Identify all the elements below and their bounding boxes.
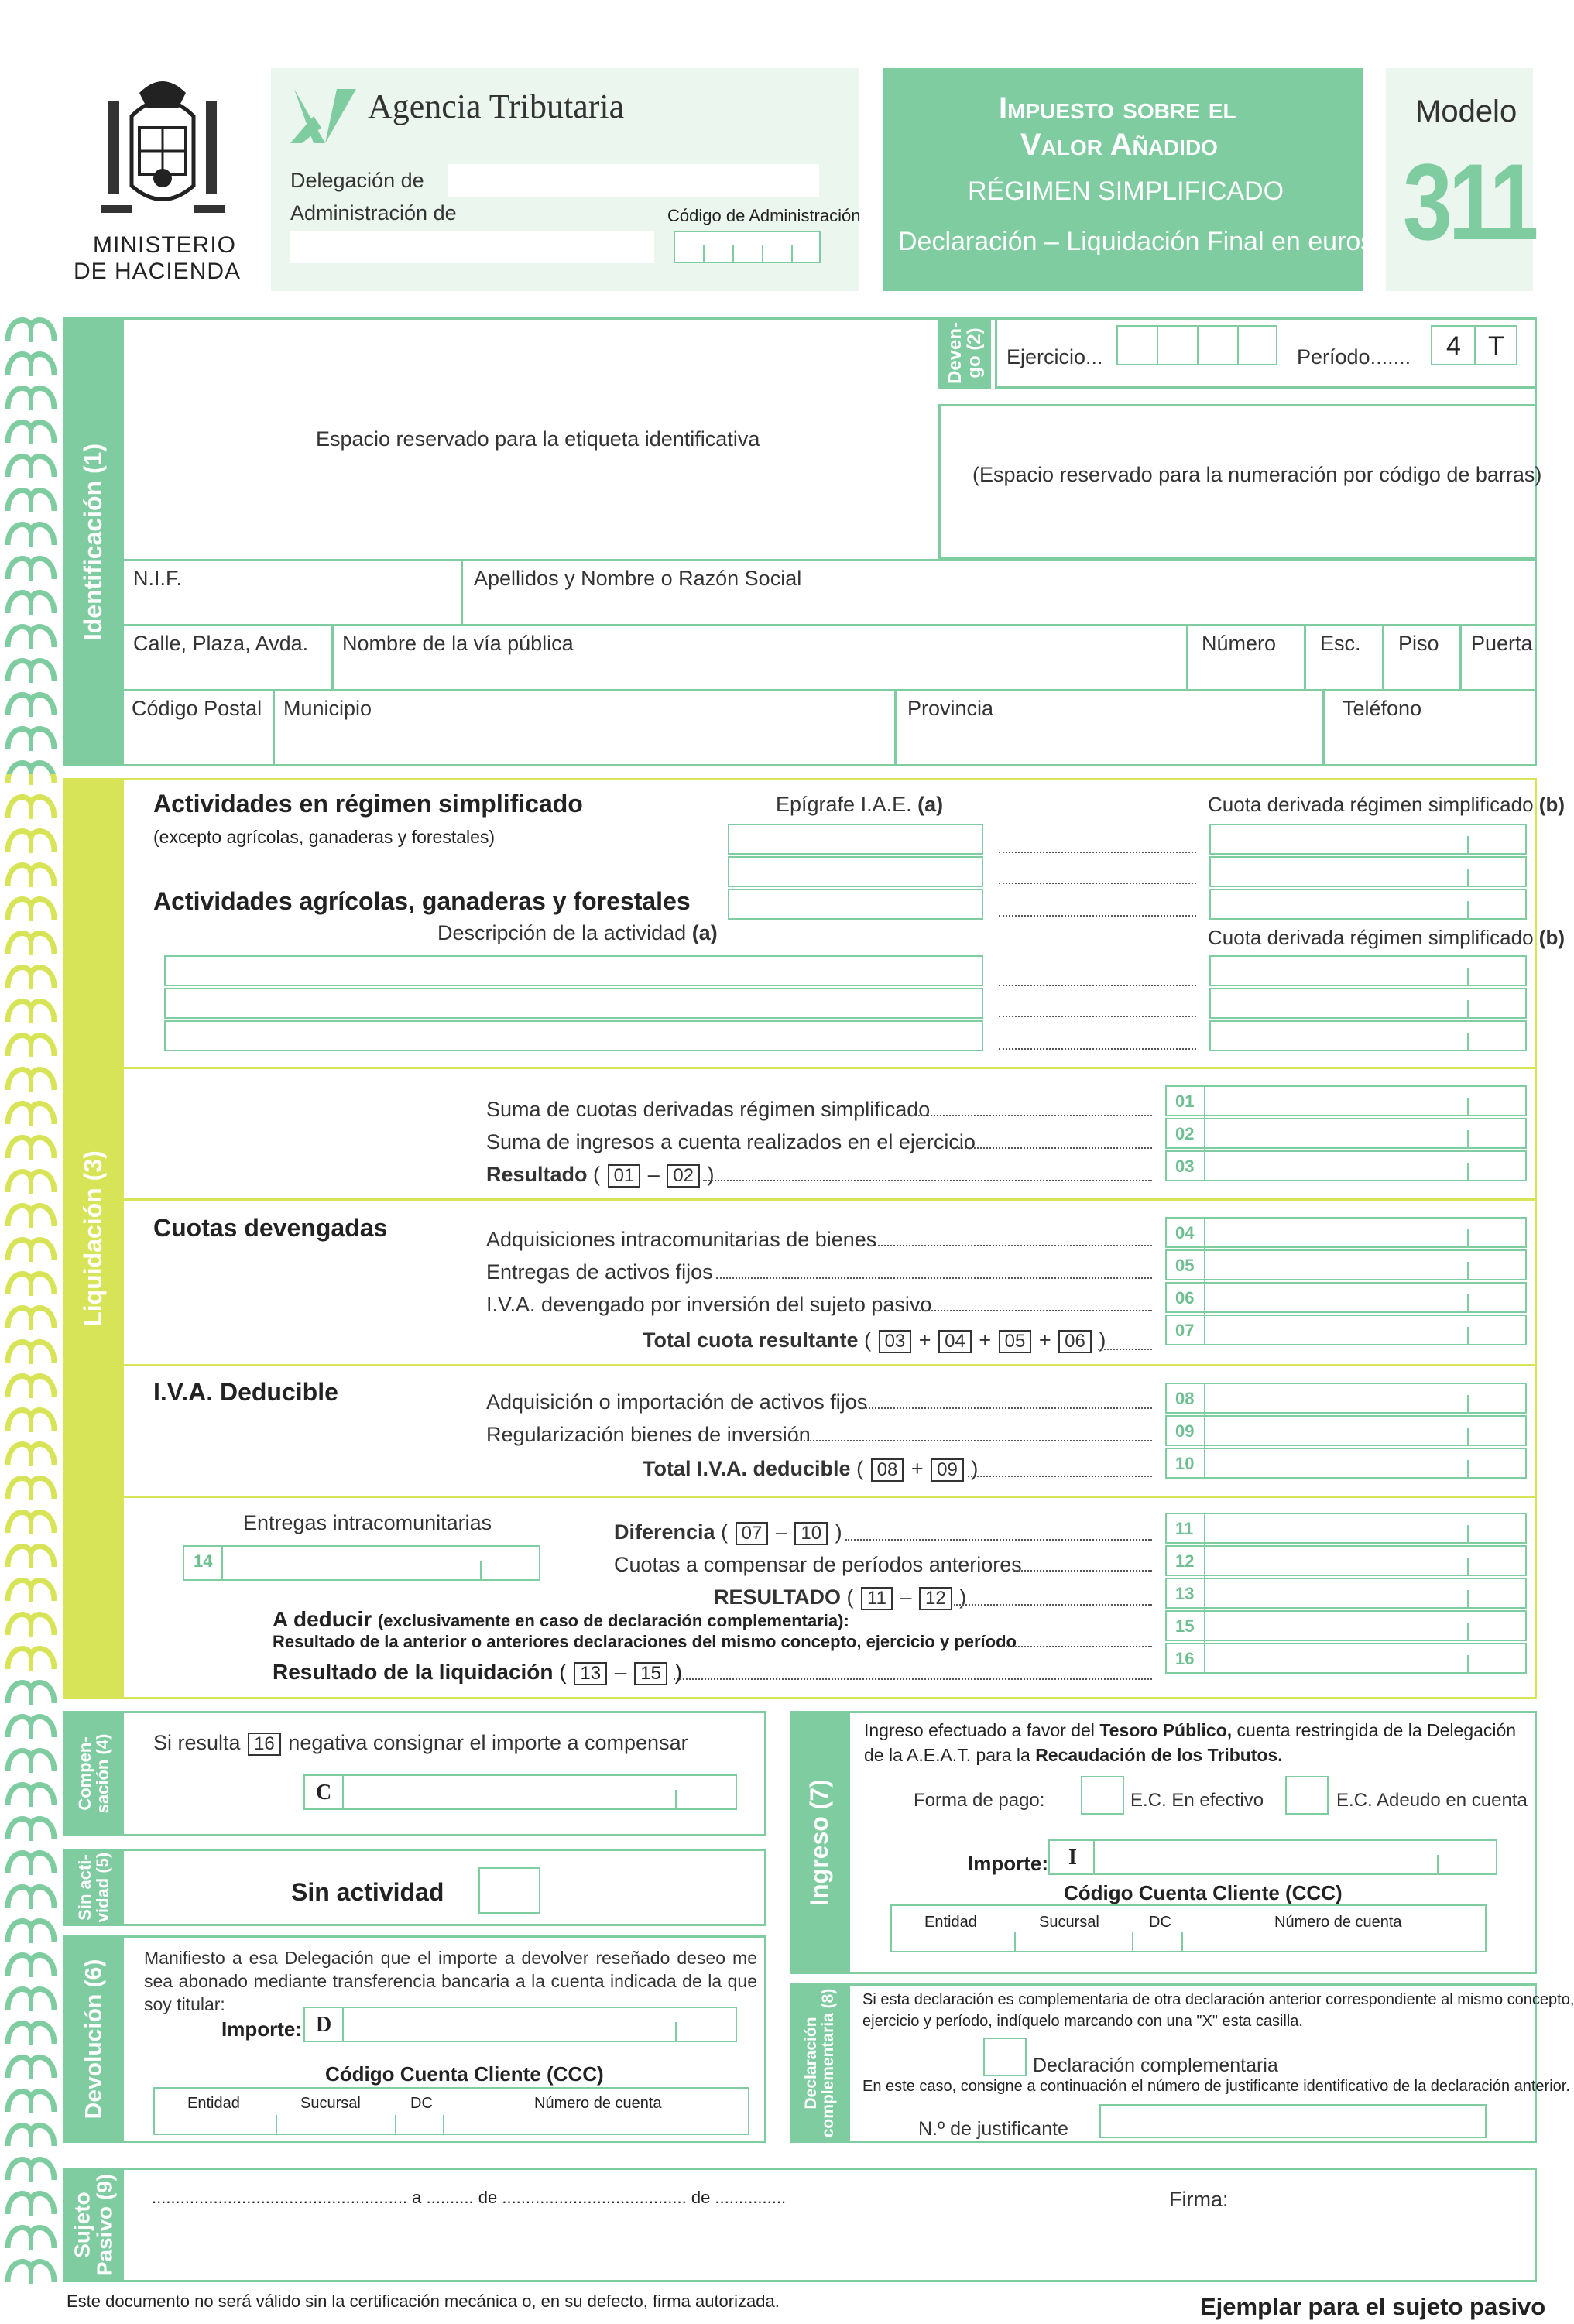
descripcion-input-3[interactable] (164, 1020, 983, 1051)
nif-input[interactable] (133, 596, 451, 622)
fecha-line: ...................................................... a .......... de ....................................... de ............... (152, 2188, 787, 2207)
row-07-label: Total cuota resultante ( 03 + 04 + 05 + 06 ) (643, 1328, 1106, 1352)
devolucion-side-label: Devolución (6) (81, 1959, 107, 2120)
ejemplar-label: Ejemplar para el sujeto pasivo (1200, 2293, 1546, 2320)
ingreso-side-label: Ingreso (7) (805, 1779, 834, 1906)
apellidos-label: Apellidos y Nombre o Razón Social (474, 567, 802, 590)
act-agric-title: Actividades agrícolas, ganaderas y forestales (153, 887, 691, 915)
cuotas-devengadas-title: Cuotas devengadas (153, 1214, 388, 1242)
via-label: Nombre de la vía pública (342, 632, 574, 655)
ingreso-text-1: Ingreso efectuado a favor del Tesoro Público, cuenta restringida de la Delegación (864, 1720, 1517, 1740)
code-16: 16 (1175, 1649, 1195, 1668)
periodo-value-2: T (1488, 331, 1504, 361)
devengo-side-label: Deven- go (2) (944, 321, 985, 385)
complementaria-check-label: Declaración complementaria (1033, 2055, 1278, 2076)
devolucion-ccc-label: Código Cuenta Cliente (CCC) (325, 2062, 604, 2086)
cuota-simpl-input-2[interactable] (1209, 856, 1527, 887)
telefono-label: Teléfono (1343, 697, 1422, 720)
devolucion-letter: D (316, 2013, 332, 2037)
devolucion-text: Manifiesto a esa Delegación que el importe a devolver reseñado deseo me sea abonado mediante transferencia bancaria a la cuenta indicada de la que soy titular: (144, 1948, 757, 2014)
entregas-intra-label: Entregas intracomunitarias (243, 1511, 492, 1534)
row-16-label: Resultado de la liquidación ( 13 – 15 ) (273, 1660, 683, 1684)
efectivo-checkbox[interactable] (1081, 1776, 1124, 1815)
epigrafe-input-3[interactable] (728, 889, 983, 920)
coat-of-arms-logo (85, 70, 240, 225)
codigo-admin-input[interactable] (674, 231, 821, 263)
ingreso-ccc-label: Código Cuenta Cliente (CCC) (1064, 1881, 1343, 1904)
periodo-value-1: 4 (1446, 331, 1461, 361)
delegacion-label: Delegación de (290, 169, 424, 192)
code-box-09[interactable] (1165, 1415, 1527, 1446)
compensacion-letter: C (316, 1781, 332, 1805)
code-12: 12 (1175, 1551, 1195, 1571)
provincia-label: Provincia (907, 697, 994, 720)
code-box-11[interactable] (1165, 1513, 1527, 1544)
title-line2: Valor Añadido (1020, 128, 1218, 162)
pattern-glyphs (0, 310, 62, 2291)
code-box-15[interactable] (1165, 1610, 1527, 1641)
barcode-label: (Espacio reservado para la numeración por código de barras) (972, 463, 1542, 486)
ingreso-importe-input[interactable] (1048, 1839, 1497, 1875)
ministry-line1: MINISTERIO (93, 232, 237, 258)
firma-label: Firma: (1169, 2188, 1229, 2211)
code-box-03[interactable] (1165, 1150, 1527, 1181)
entregas-intra-input[interactable] (183, 1545, 540, 1581)
codigo-admin-label: Código de Administración (667, 206, 861, 225)
devolucion-importe-input[interactable] (303, 2007, 737, 2042)
cuota-simpl-input-1[interactable] (1209, 824, 1527, 855)
esc-label: Esc. (1320, 632, 1361, 655)
row-11-label: Diferencia ( 07 – 10 ) (614, 1520, 842, 1544)
complementaria-checkbox[interactable] (983, 2038, 1027, 2076)
cuota-simpl-input-3[interactable] (1209, 889, 1527, 920)
code-15: 15 (1175, 1616, 1195, 1636)
forma-pago-label: Forma de pago: (914, 1790, 1045, 1811)
devolucion-importe-label: Importe: (221, 2017, 302, 2041)
cuota-agric-input-1[interactable] (1209, 955, 1527, 986)
code-02: 02 (1175, 1124, 1195, 1143)
ingreso-entidad: Entidad (924, 1914, 977, 1931)
title-line1: Impuesto sobre el (999, 91, 1236, 125)
footer-note: Este documento no será válido sin la certificación mecánica o, en su defecto, firma autorizada. (67, 2291, 780, 2311)
nif-label: N.I.F. (133, 567, 183, 590)
code-10: 10 (1175, 1454, 1195, 1473)
sin-actividad-side-label: Sin acti- vidad (5) (74, 1852, 112, 1923)
epigrafe-label: Epígrafe I.A.E. (a) (776, 793, 944, 816)
cuota-agric-input-3[interactable] (1209, 1020, 1527, 1051)
liquidacion-side-label: Liquidación (3) (79, 1150, 108, 1327)
code-06: 06 (1175, 1288, 1195, 1308)
apellidos-input[interactable] (474, 596, 1527, 622)
code-box-06[interactable] (1165, 1282, 1527, 1313)
ingreso-cuenta: Número de cuenta (1274, 1914, 1402, 1931)
code-01: 01 (1175, 1092, 1195, 1111)
descripcion-input-2[interactable] (164, 988, 983, 1019)
complementaria-text-3: En este caso, consigne a continuación el número de justificante identificativo de la declaración anterior. (862, 2078, 1570, 2095)
puerta-label: Puerta (1471, 632, 1533, 655)
administracion-label: Administración de (290, 201, 457, 225)
code-05: 05 (1175, 1256, 1195, 1275)
sujeto-box (124, 2168, 1537, 2282)
iva-deducible-title: I.V.A. Deducible (153, 1378, 338, 1406)
code-box-16[interactable] (1165, 1643, 1527, 1674)
devolucion-cuenta: Número de cuenta (534, 2095, 662, 2112)
descripcion-input-1[interactable] (164, 955, 983, 986)
modelo-label: Modelo (1415, 94, 1517, 129)
agency-name: Agencia Tributaria (368, 87, 625, 125)
ejercicio-label: Ejercicio... (1006, 345, 1103, 368)
justificante-label: N.º de justificante (918, 2118, 1068, 2140)
a-deducir-title: A deducir (exclusivamente en caso de declaración complementaria): (273, 1607, 849, 1631)
complementaria-text-2: ejercicio y período, indíquelo marcando con una "X" esta casilla. (862, 2013, 1303, 2030)
ingreso-sucursal: Sucursal (1039, 1914, 1099, 1931)
row-08-label: Adquisición o importación de activos fijos (486, 1390, 868, 1414)
code-box-10[interactable] (1165, 1448, 1527, 1479)
ingreso-letter: I (1068, 1846, 1077, 1870)
justificante-input[interactable] (1099, 2104, 1487, 2138)
compensacion-input[interactable] (303, 1774, 737, 1810)
ingreso-text-2: de la A.E.A.T. para la Recaudación de los Tributos. (864, 1745, 1283, 1765)
ingreso-dc: DC (1149, 1914, 1171, 1931)
code-07: 07 (1175, 1321, 1195, 1340)
code-13: 13 (1175, 1584, 1195, 1603)
row-12-label: Cuotas a compensar de períodos anteriores (614, 1553, 1022, 1576)
code-14: 14 (194, 1551, 213, 1571)
code-08: 08 (1175, 1389, 1195, 1408)
code-box-13[interactable] (1165, 1578, 1527, 1609)
code-03: 03 (1175, 1157, 1195, 1176)
municipio-label: Municipio (283, 697, 372, 720)
row-01-label: Suma de cuotas derivadas régimen simplificado (486, 1098, 931, 1121)
code-04: 04 (1175, 1223, 1195, 1243)
devolucion-sucursal: Sucursal (300, 2095, 361, 2112)
descripcion-label: Descripción de la actividad (a) (437, 921, 718, 944)
code-11: 11 (1175, 1519, 1194, 1538)
calle-label: Calle, Plaza, Avda. (133, 632, 309, 655)
code-box-07[interactable] (1165, 1315, 1527, 1345)
act-simpl-sub: (excepto agrícolas, ganaderas y forestales) (153, 827, 496, 847)
sin-actividad-box (124, 1849, 766, 1926)
efectivo-label: E.C. En efectivo (1130, 1790, 1264, 1811)
complementaria-text-1: Si esta declaración es complementaria de otra declaración anterior correspondiente al mismo concepto, (862, 1991, 1574, 2008)
complementaria-side-label: Declaración complementaria (8) (801, 1988, 837, 2138)
code-box-02[interactable] (1165, 1118, 1527, 1149)
agencia-logo-icon (290, 85, 360, 147)
code-09: 09 (1175, 1421, 1195, 1441)
regimen-label: RÉGIMEN SIMPLIFICADO (968, 177, 1284, 206)
cuota-derivada-label-2: Cuota derivada régimen simplificado (b) (1208, 926, 1565, 949)
compensacion-box (124, 1711, 766, 1836)
adeudo-label: E.C. Adeudo en cuenta (1336, 1790, 1528, 1811)
identificacion-side-label: Identificación (1) (79, 443, 108, 641)
row-04-label: Adquisiciones intracomunitarias de bienes (486, 1228, 877, 1251)
periodo-label: Período....... (1297, 345, 1411, 368)
administracion-input[interactable] (290, 231, 654, 263)
row-06-label: I.V.A. devengado por inversión del sujeto pasivo (486, 1293, 932, 1316)
compensacion-text: Si resulta 16 negativa consignar el importe a compensar (153, 1731, 688, 1754)
devolucion-entidad: Entidad (187, 2095, 240, 2112)
compensacion-side-label: Compen- sación (4) (74, 1733, 112, 1814)
adeudo-checkbox[interactable] (1285, 1776, 1329, 1815)
cuota-agric-input-2[interactable] (1209, 988, 1527, 1019)
sujeto-side-label: Sujeto Pasivo (9) (70, 2173, 117, 2277)
left-border-pattern (0, 310, 62, 2291)
sin-actividad-label: Sin actividad (291, 1878, 444, 1906)
row-03-label: Resultado ( 01 – 02 ) (486, 1163, 715, 1186)
row-09-label: Regularización bienes de inversión (486, 1423, 811, 1446)
epigrafe-input-2[interactable] (728, 856, 983, 887)
row-05-label: Entregas de activos fijos (486, 1260, 713, 1284)
act-simpl-title: Actividades en régimen simplificado (153, 790, 583, 818)
row-15-label: Resultado de la anterior o anteriores declaraciones del mismo concepto, ejercicio y período (273, 1632, 1017, 1651)
code-box-01[interactable] (1165, 1085, 1527, 1116)
code-box-04[interactable] (1165, 1217, 1527, 1248)
sin-actividad-checkbox[interactable] (478, 1867, 540, 1914)
numero-label: Número (1202, 632, 1277, 655)
row-10-label: Total I.V.A. deducible ( 08 + 09 ) (643, 1457, 979, 1480)
row-02-label: Suma de ingresos a cuenta realizados en el ejercicio (486, 1130, 976, 1153)
cuota-derivada-label-1: Cuota derivada régimen simplificado (b) (1208, 793, 1565, 816)
code-box-12[interactable] (1165, 1545, 1527, 1576)
delegacion-input[interactable] (448, 164, 819, 197)
devolucion-dc: DC (410, 2095, 433, 2112)
piso-label: Piso (1398, 632, 1439, 655)
etiqueta-label: Espacio reservado para la etiqueta identificativa (316, 427, 760, 451)
declaracion-label: Declaración – Liquidación Final en euros (898, 227, 1374, 256)
epigrafe-input-1[interactable] (728, 824, 983, 855)
ingreso-importe-label: Importe: (968, 1852, 1048, 1875)
row-13-label: RESULTADO ( 11 – 12 ) (714, 1585, 967, 1609)
modelo-number: 311 (1403, 141, 1535, 262)
code-box-05[interactable] (1165, 1249, 1527, 1280)
code-box-08[interactable] (1165, 1383, 1527, 1414)
cp-label: Código Postal (132, 697, 262, 720)
ministry-line2: DE HACIENDA (74, 259, 242, 284)
